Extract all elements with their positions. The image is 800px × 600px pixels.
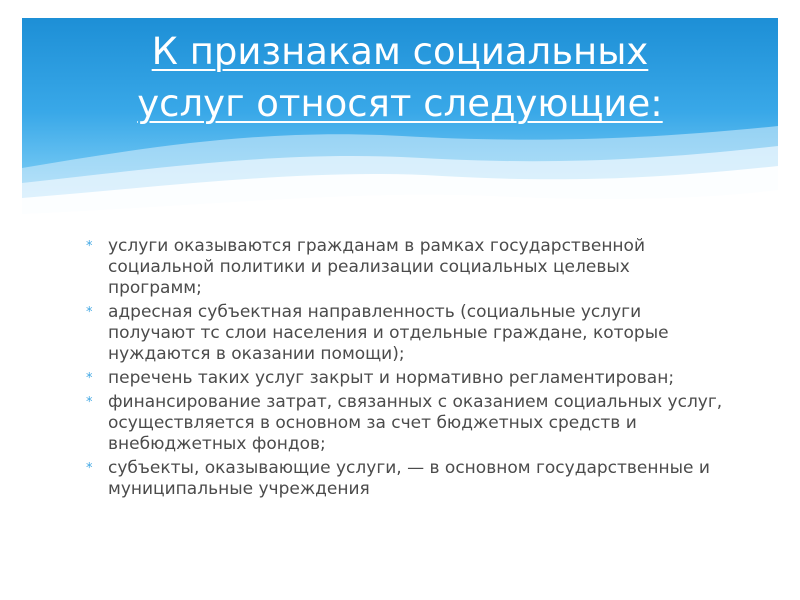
list-item-text: адресная субъектная направленность (социальные услуги получают тс слои населения и отдельные граждане, которые нуждаются в оказании помощи); [108,302,669,364]
list-item-text: субъекты, оказывающие услуги, — в основном государственные и муниципальные учреждения [108,458,710,499]
list-item-text: услуги оказываются гражданам в рамках государственной социальной политики и реализации социальных целевых программ; [108,236,645,298]
bullet-list [86,236,726,503]
list-item [86,392,726,455]
page-title [22,18,778,130]
list-item-text: перечень таких услуг закрыт и нормативно регламентирован; [108,368,675,388]
title-line-1: К признакам социальных [151,30,649,73]
list-item [86,368,726,389]
bullet-icon: * [86,305,93,320]
bullet-icon: * [86,371,93,386]
list-item [86,302,726,365]
bullet-icon: * [86,461,93,476]
list-item [86,236,726,299]
bullet-icon: * [86,239,93,254]
title-line-2: услуг относят следующие: [137,82,663,125]
bullet-icon: * [86,395,93,410]
header-banner [22,18,778,228]
list-item [86,458,726,500]
list-item-text: финансирование затрат, связанных с оказанием социальных услуг, осуществляется в основном за счет бюджетных средств и внебюджетных фондов; [108,392,723,454]
